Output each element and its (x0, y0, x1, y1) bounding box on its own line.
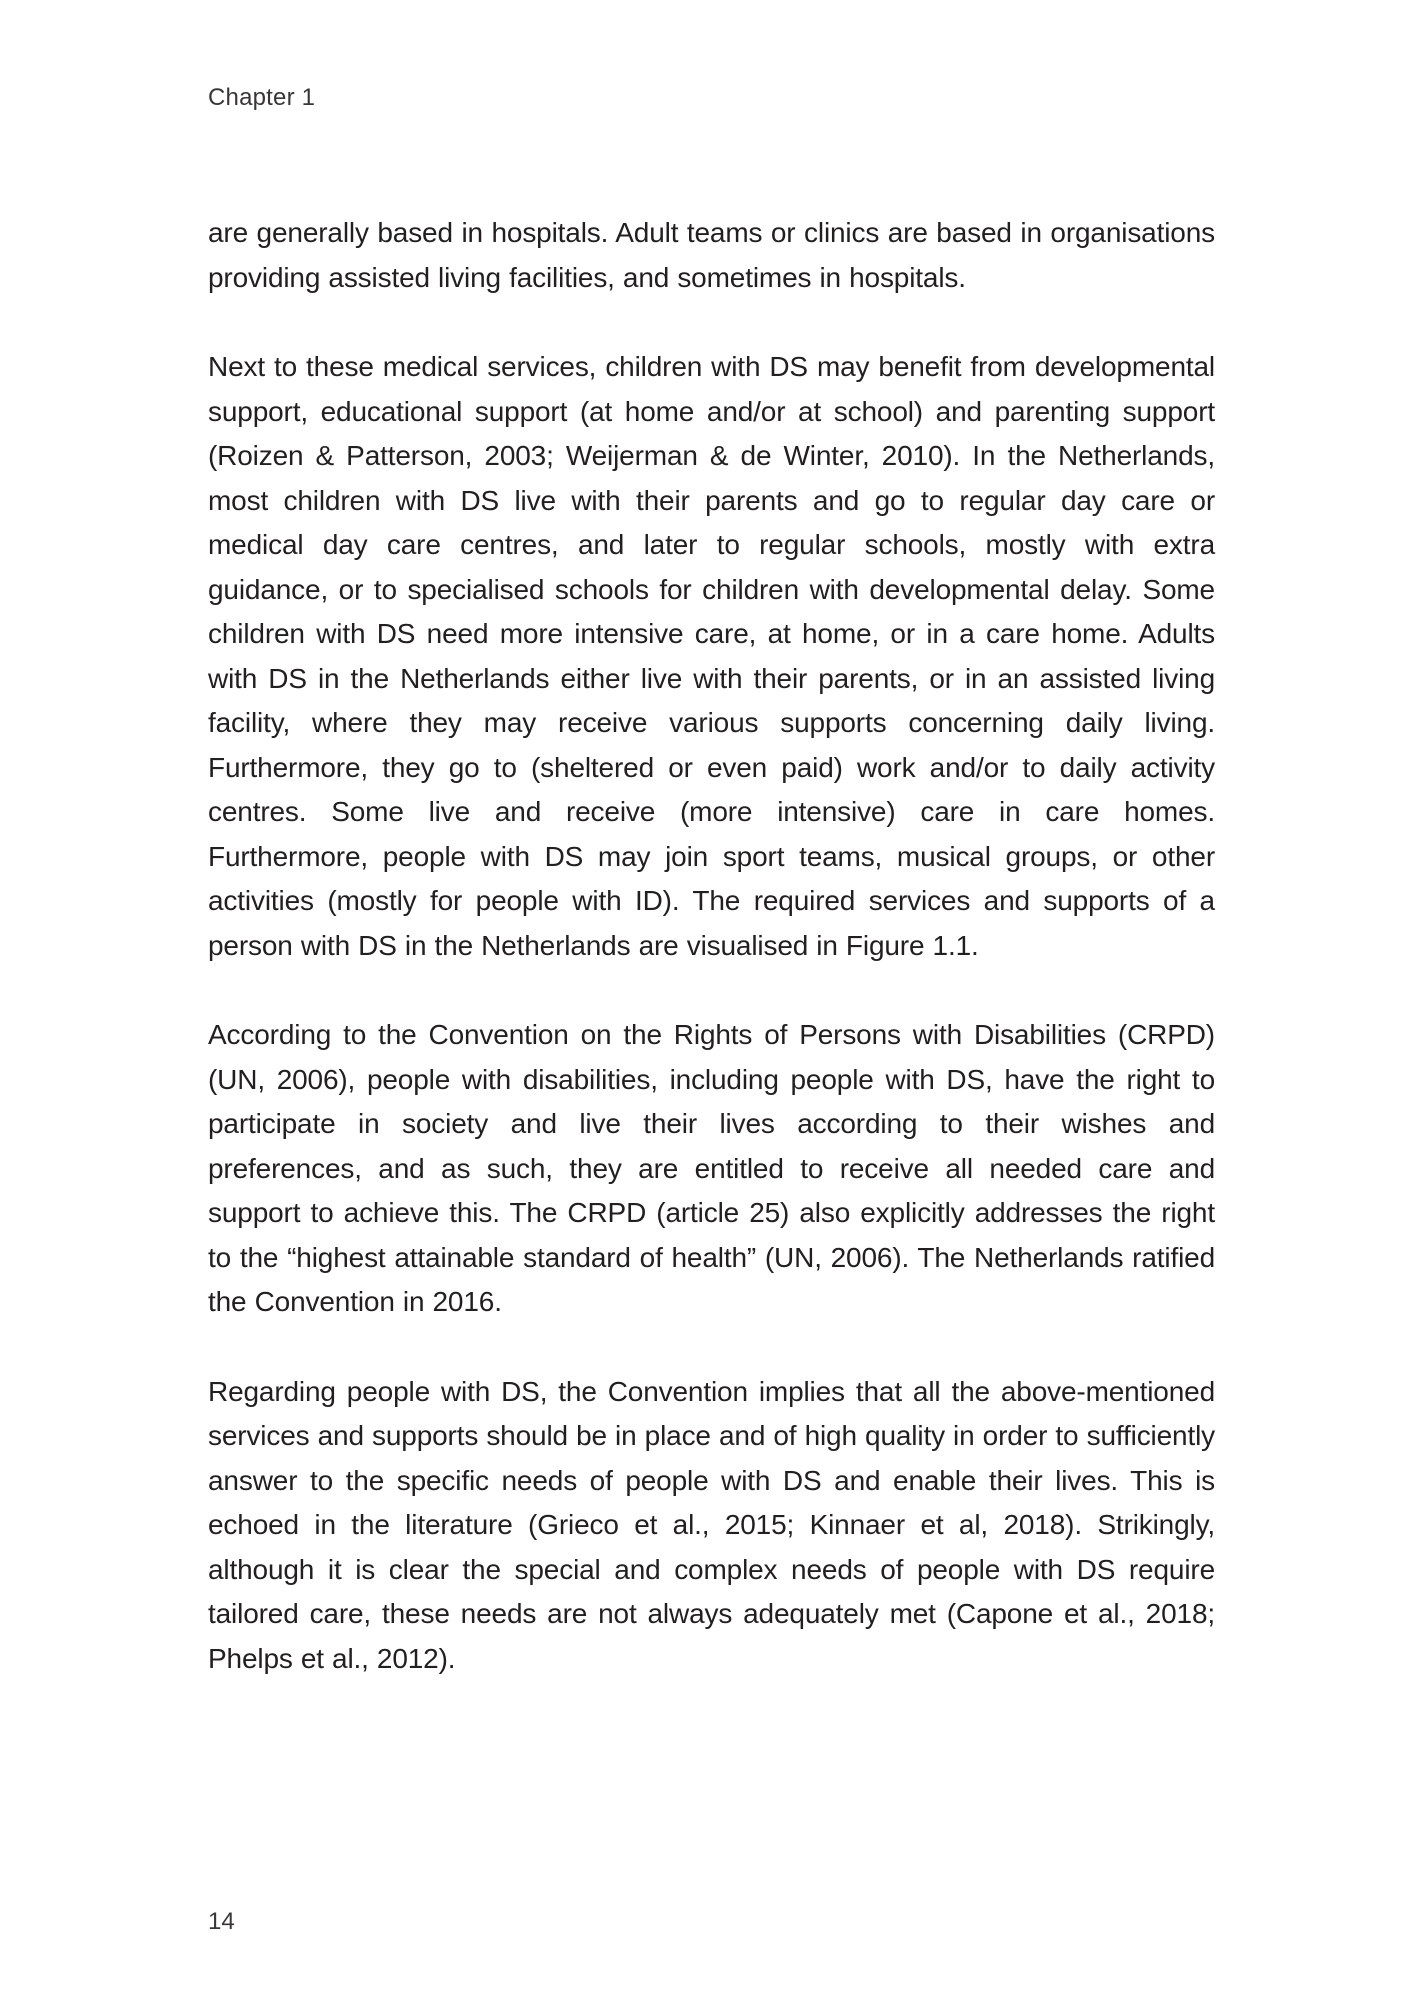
paragraph-1: are generally based in hospitals. Adult teams or clinics are based in organisations providing assisted living facilities, and sometimes in hospitals. (208, 217, 1215, 293)
paragraph-3: According to the Convention on the Rights of Persons with Disabilities (CRPD) (UN, 2006), people with disabilities, including people with DS, have the right to participate in society and live their lives according to their wishes and preferences, and as such, they are entitled to receive all needed care and support to achieve this. The CRPD (article 25) also explicitly addresses the right to the “highest attainable standard of health” (UN, 2006). The Netherlands ratified the Convention in 2016. (208, 1019, 1215, 1317)
paragraph-4: Regarding people with DS, the Convention implies that all the above-mentioned services and supports should be in place and of high quality in order to sufficiently answer to the specific needs of people with DS and enable their lives. This is echoed in the literature (Grieco et al., 2015; Kinnaer et al, 2018). Strikingly, although it is clear the special and complex needs of people with DS require tailored care, these needs are not always adequately met (Capone et al., 2018; Phelps et al., 2012). (208, 1375, 1216, 1674)
paragraph-2: Next to these medical services, children with DS may benefit from developmental support, educational support (at home and/or at school) and parenting support (Roizen & Patterson, 2003; Weijerman & de Winter, 2010). In the Netherlands, most children with DS live with their parents and go to regular day care or medical day care centres, and later to regular schools, mostly with extra guidance, or to specialised schools for children with developmental delay. Some children with DS need more intensive care, at home, or in a care home. Adults with DS in the Netherlands either live with their parents, or in an assisted living facility, where they may receive various supports concerning daily living. Furthermore, they go to (sheltered or even paid) work and/or to daily activity centres. Some live and receive (more intensive) care in care homes. Furthermore, people with DS may join sport teams, musical groups, or other activities (mostly for people with ID). The required services and supports of a person with DS in the Netherlands are visualised in Figure 1.1. (208, 351, 1215, 961)
running-header: Chapter 1 (208, 84, 316, 111)
body-text (208, 211, 1215, 1726)
page-number: 14 (208, 1908, 235, 1935)
